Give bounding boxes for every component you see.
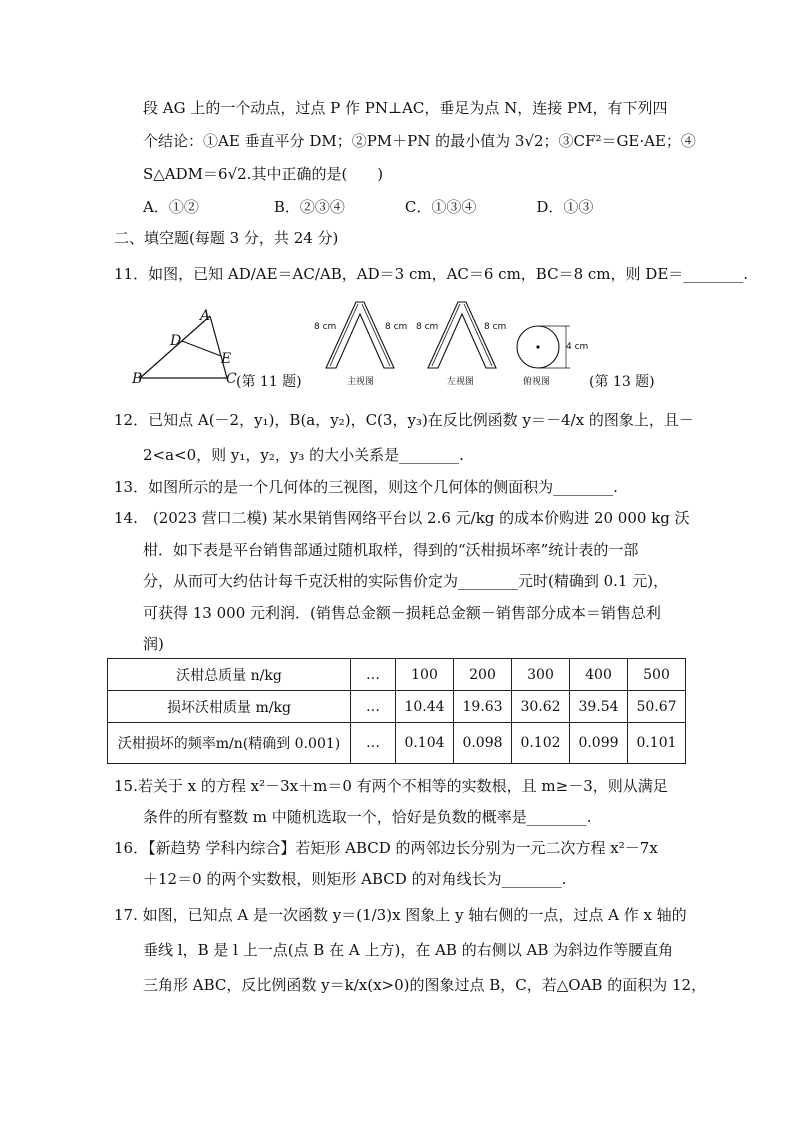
- table-cell: 19.63: [454, 691, 512, 723]
- front-view-title: 主视图: [347, 377, 375, 387]
- side-ac: [210, 316, 227, 378]
- text-line: 三角形 ABC，反比例函数 y＝k/x(x>0)的图象过点 B，C，若△OAB 的面积为 12，: [143, 976, 707, 994]
- text-line: 可获得 13 000 元利润．(销售总金额－损耗总金额－销售部分成本＝销售总利: [143, 604, 661, 622]
- text-line: ＋12＝0 的两个实数根，则矩形 ABCD 的对角线长为________.: [143, 870, 567, 888]
- table-cell: 100: [396, 659, 454, 691]
- segment-de: [182, 341, 221, 356]
- table-cell: 沃柑总质量 n/kg: [108, 659, 351, 691]
- question-12: 12．已知点 A(－2，y₁)，B(a，y₂)，C(3，y₃)在反比例函数 y＝－4/x 的图象上，且－: [114, 411, 694, 429]
- table-cell: …: [351, 691, 396, 723]
- label-a: A: [200, 308, 211, 324]
- front-right-dim: 8 cm: [385, 322, 408, 332]
- table-cell: 300: [512, 659, 570, 691]
- text-line: 分，从而可大约估计每千克沃柑的实际售价定为________元时(精确到 0.1 元)，: [143, 572, 669, 590]
- figure-13-front-view: [320, 298, 400, 372]
- figure-11-caption: (第 11 题): [236, 374, 302, 390]
- table-cell: 39.54: [570, 691, 628, 723]
- side-view-title: 左视图: [447, 377, 475, 387]
- table-cell: 0.101: [628, 723, 686, 764]
- side-right-dim: 8 cm: [484, 322, 507, 332]
- top-dim: 4 cm: [566, 342, 589, 352]
- question-11: 11．如图，已知 AD/AE＝AC/AB，AD＝3 cm，AC＝6 cm，BC＝8 cm，则 DE＝________.: [114, 265, 749, 283]
- table-cell: 0.102: [512, 723, 570, 764]
- figure-13-caption: (第 13 题): [589, 374, 655, 390]
- table-cell: 30.62: [512, 691, 570, 723]
- table-row: [108, 691, 686, 723]
- text-line: 条件的所有整数 m 中随机选取一个，恰好是负数的概率是________.: [143, 808, 592, 826]
- question-16: 16．【新趋势 学科内综合】若矩形 ABCD 的两邻边长分别为一元二次方程 x²－7x: [114, 839, 658, 857]
- table-cell: 10.44: [396, 691, 454, 723]
- figure-13-top-view: [514, 322, 574, 372]
- table-cell: 沃柑损坏的频率m/n(精确到 0.001): [108, 723, 351, 764]
- answer-options: A．①② B．②③④ C．①③④ D．①③: [143, 198, 594, 216]
- label-e: E: [221, 351, 232, 367]
- table-cell: 损坏沃柑质量 m/kg: [108, 691, 351, 723]
- table-row: [108, 659, 686, 691]
- text-line: 垂线 l，B 是 l 上一点(点 B 在 A 上方)，在 AB 的右侧以 AB 为斜边作等腰直角: [143, 941, 674, 959]
- question-13: 13．如图所示的是一个几何体的三视图，则这个几何体的侧面积为________.: [114, 478, 618, 496]
- table-cell: …: [351, 659, 396, 691]
- table-cell: 200: [454, 659, 512, 691]
- front-left-dim: 8 cm: [314, 322, 337, 332]
- table-cell: 500: [628, 659, 686, 691]
- table-cell: 50.67: [628, 691, 686, 723]
- text-line: 柑．如下表是平台销售部通过随机取样，得到的“沃柑损坏率”统计表的一部: [143, 541, 639, 559]
- side-left-dim: 8 cm: [416, 322, 439, 332]
- label-d: D: [170, 333, 182, 349]
- figure-13-side-view: [422, 298, 502, 372]
- top-view-title: 俯视图: [523, 377, 551, 387]
- text-line: S△ADM＝6√2.其中正确的是( ): [143, 165, 384, 183]
- section-heading: 二、填空题(每题 3 分，共 24 分): [114, 229, 339, 247]
- text-line: 2<a<0，则 y₁，y₂，y₃ 的大小关系是________.: [143, 446, 464, 464]
- table-row: [108, 723, 686, 764]
- citrus-damage-table: [107, 658, 686, 764]
- text-line: 润): [143, 635, 164, 653]
- table-cell: 0.098: [454, 723, 512, 764]
- label-b: B: [132, 371, 143, 387]
- label-c: C: [226, 371, 237, 387]
- question-14: 14. (2023 营口二模) 某水果销售网络平台以 2.6 元/kg 的成本价购进 20 000 kg 沃: [114, 509, 690, 527]
- text-line: 个结论：①AE 垂直平分 DM；②PM＋PN 的最小值为 3√2；③CF²＝GE·AE；④: [143, 132, 696, 150]
- question-15: 15.若关于 x 的方程 x²－3x＋m＝0 有两个不相等的实数根，且 m≥－3，则从满足: [114, 777, 668, 795]
- table-cell: 0.099: [570, 723, 628, 764]
- text-line: 段 AG 上的一个动点，过点 P 作 PN⊥AC，垂足为点 N，连接 PM，有下列四: [143, 99, 668, 117]
- question-17: 17. 如图，已知点 A 是一次函数 y＝(1/3)x 图象上 y 轴右侧的一点，过点 A 作 x 轴的: [114, 906, 687, 924]
- table-cell: 400: [570, 659, 628, 691]
- table-cell: …: [351, 723, 396, 764]
- table-cell: 0.104: [396, 723, 454, 764]
